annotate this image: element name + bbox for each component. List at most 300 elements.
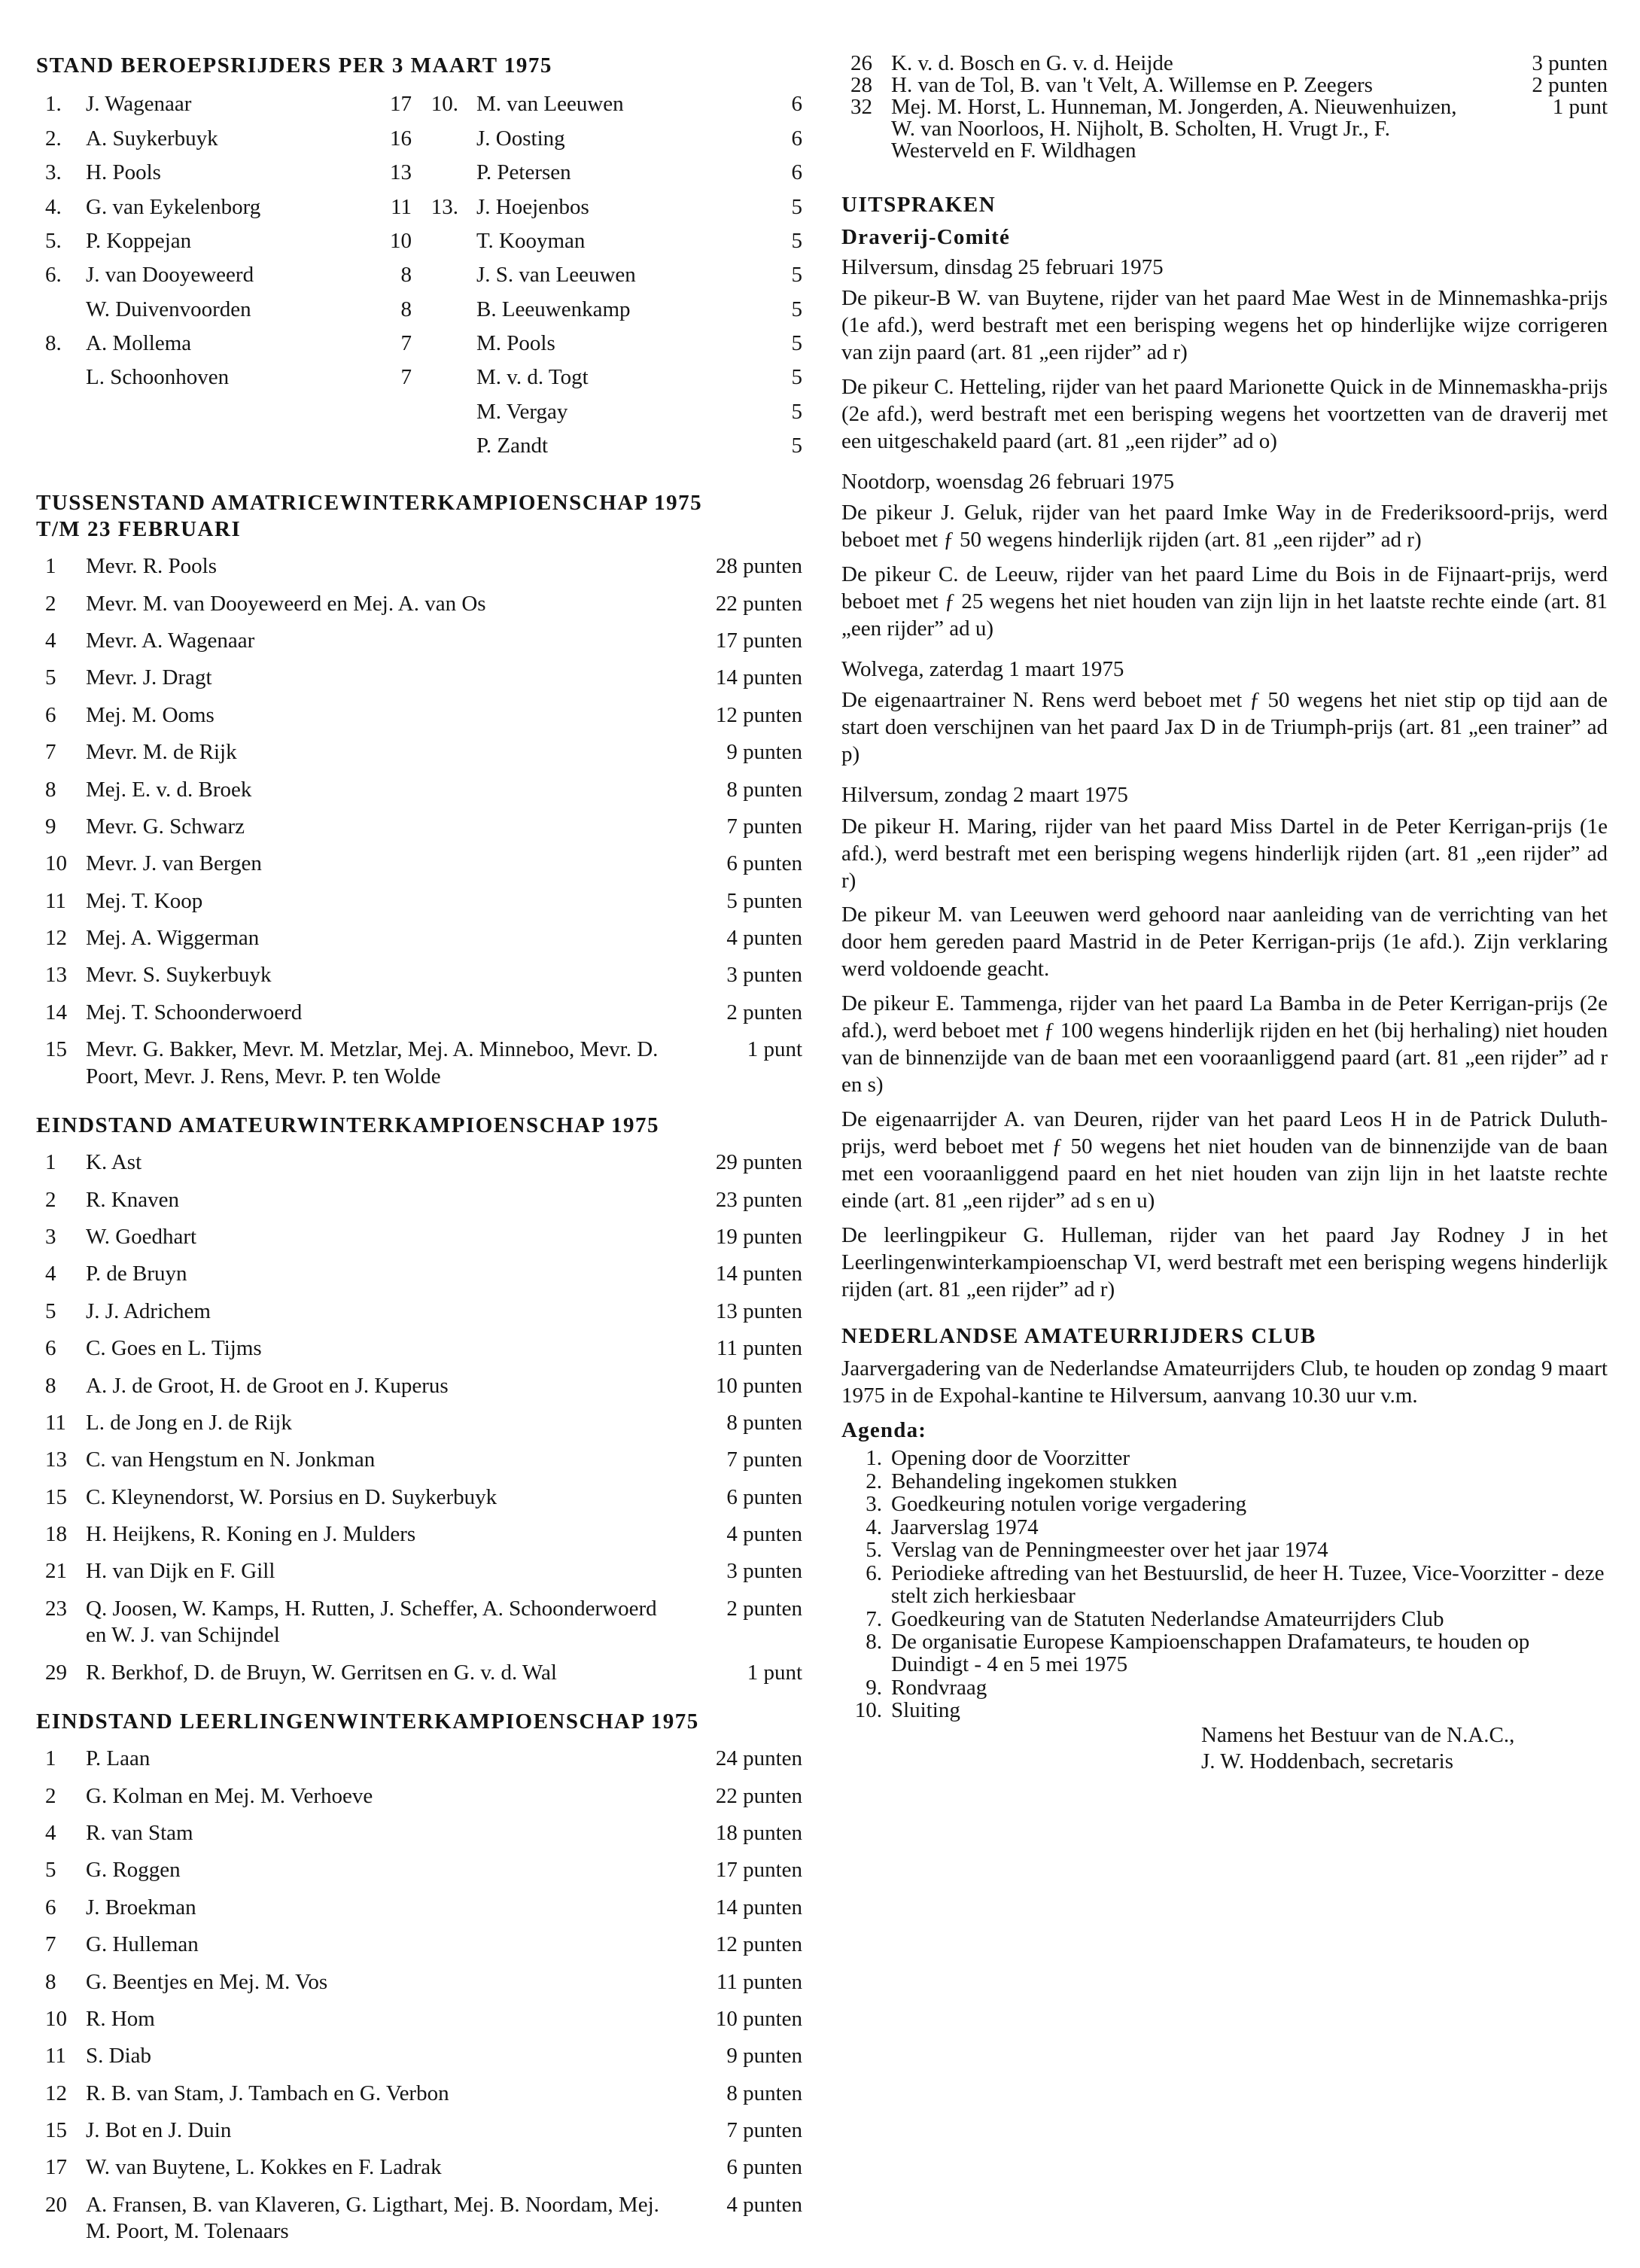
entry-points: 29 punten bbox=[715, 1150, 802, 1175]
table-row bbox=[427, 126, 802, 152]
table-row bbox=[427, 228, 802, 254]
rank-number: 4 bbox=[45, 1262, 56, 1286]
entry-points: 7 bbox=[400, 365, 412, 390]
rank-number bbox=[427, 433, 476, 459]
entry-points: 3 punten bbox=[1532, 51, 1608, 75]
agenda-item bbox=[841, 1699, 1608, 1722]
table-row bbox=[36, 2154, 802, 2181]
entry-points: 12 punten bbox=[715, 1932, 802, 1957]
table-row bbox=[841, 53, 1608, 75]
entry-name: J. Wagenaar bbox=[86, 92, 192, 117]
table-row bbox=[36, 1261, 802, 1287]
entry-name: W. van Buytene, L. Kokkes en F. Ladrak bbox=[86, 2155, 442, 2180]
entry-points: 2 punten bbox=[726, 1000, 802, 1024]
entry-name: P. Koppejan bbox=[86, 228, 192, 253]
right-column bbox=[841, 53, 1608, 1775]
entry-name: B. Leeuwenkamp bbox=[476, 297, 631, 321]
table-row bbox=[427, 364, 802, 391]
rank-number: 21 bbox=[45, 1559, 67, 1584]
signature-line: J. W. Hoddenbach, secretaris bbox=[1201, 1749, 1454, 1774]
rank-number: 1 bbox=[45, 1150, 56, 1175]
entry-points: 5 bbox=[791, 297, 802, 321]
entry-points: 23 punten bbox=[715, 1187, 802, 1212]
agenda-text: Rondvraag bbox=[891, 1675, 987, 1700]
entry-name: H. Pools bbox=[86, 160, 161, 185]
entry-name: C. Goes en L. Tijms bbox=[86, 1336, 262, 1361]
rank-number: 8 bbox=[45, 1969, 56, 1994]
entry-points: 7 punten bbox=[726, 2118, 802, 2142]
agenda-number: 10. bbox=[854, 1698, 882, 1723]
rank-number bbox=[427, 262, 476, 288]
rank-number: 15 bbox=[45, 1037, 67, 1062]
entry-points: 5 bbox=[791, 263, 802, 288]
entry-name: R. B. van Stam, J. Tambach en G. Verbon bbox=[86, 2081, 449, 2105]
entry-name: M. Vergay bbox=[476, 399, 568, 424]
table-row bbox=[427, 262, 802, 288]
rank-number: 14 bbox=[45, 1000, 67, 1024]
agenda-item bbox=[841, 1630, 1608, 1676]
entry-name: Mej. A. Wiggerman bbox=[86, 926, 260, 950]
entry-points: 19 punten bbox=[715, 1225, 802, 1249]
rank-number: 6 bbox=[45, 1895, 56, 1919]
rank-number: 5 bbox=[45, 665, 56, 690]
entry-points: 3 punten bbox=[726, 963, 802, 988]
table-row bbox=[36, 739, 802, 766]
entry-points: 6 bbox=[791, 160, 802, 185]
entry-points: 24 punten bbox=[715, 1746, 802, 1771]
entry-points: 10 punten bbox=[715, 2006, 802, 2031]
entry-points: 6 bbox=[791, 92, 802, 117]
rank-number: 4 bbox=[45, 629, 56, 653]
rank-number: 32 bbox=[850, 95, 872, 119]
entry-points: 6 punten bbox=[726, 851, 802, 876]
table-row bbox=[36, 228, 412, 254]
table-row bbox=[36, 591, 802, 617]
entry-points: 10 bbox=[390, 228, 412, 253]
rank-number: 5 bbox=[45, 1858, 56, 1883]
entry-points: 7 punten bbox=[726, 1448, 802, 1472]
ruling-paragraph: De pikeur-B W. van Buytene, rijder van het paard Mae West in de Minnemashka-prijs (1e afd.), werd bestraft met een berisping wegens het op hinderlijke wijze corrigeren van zijn paard (art. 81 „een rijder” ad r) bbox=[841, 286, 1608, 365]
agenda-item bbox=[841, 1608, 1608, 1630]
entry-name: P. Zandt bbox=[476, 434, 549, 458]
rank-number bbox=[36, 364, 86, 391]
table-row bbox=[427, 330, 802, 357]
rank-number: 6 bbox=[45, 1336, 56, 1361]
table-row bbox=[36, 665, 802, 691]
agenda-text: Behandeling ingekomen stukken bbox=[891, 1469, 1178, 1493]
entry-name: G. Kolman en Mej. M. Verhoeve bbox=[86, 1783, 373, 1808]
section-title: EINDSTAND AMATEURWINTERKAMPIOENSCHAP 1975 bbox=[36, 1113, 659, 1137]
entry-points: 7 bbox=[400, 331, 412, 355]
entry-name: J. van Dooyeweerd bbox=[86, 263, 254, 288]
table-row bbox=[36, 1932, 802, 1958]
entry-name: Mej. M. Horst, L. Hunneman, M. Jongerden, A. Nieuwenhuizen, W. van Noorloos, H. Nijholt, B. Scholten, H. Vrugt Jr., F. Westerveld en F. Wildhagen bbox=[891, 95, 1457, 163]
entry-points: 1 punt bbox=[747, 1037, 802, 1062]
rank-number: 2 bbox=[45, 1783, 56, 1808]
agenda-text: Opening door de Voorzitter bbox=[891, 1446, 1130, 1471]
rank-number: 29 bbox=[45, 1660, 67, 1685]
entry-name: M. van Leeuwen bbox=[476, 92, 624, 117]
entry-name: Mevr. G. Bakker, Mevr. M. Metzlar, Mej. A. Minneboo, Mevr. D. Poort, Mevr. J. Rens, Mevr. P. ten Wolde bbox=[86, 1037, 659, 1088]
rank-number: 5. bbox=[45, 228, 62, 253]
rank-number bbox=[427, 399, 476, 425]
stand-beroepsrijders-section bbox=[36, 53, 802, 467]
ruling-date-heading: Nootdorp, woensdag 26 februari 1975 bbox=[841, 469, 1175, 494]
table-row bbox=[36, 1037, 802, 1090]
rank-number bbox=[427, 160, 476, 186]
entry-points: 11 bbox=[391, 194, 412, 219]
rank-number: 3 bbox=[45, 1225, 56, 1249]
rank-number bbox=[427, 364, 476, 391]
entry-name: Mevr. G. Schwarz bbox=[86, 814, 245, 839]
entry-name: J. J. Adrichem bbox=[86, 1298, 211, 1323]
standings-column-1 bbox=[36, 84, 412, 467]
rank-number: 2 bbox=[45, 591, 56, 616]
entry-name: M. Pools bbox=[476, 331, 555, 355]
table-row bbox=[36, 962, 802, 988]
agenda-item bbox=[841, 1447, 1608, 1469]
section-subtitle: Draverij-Comité bbox=[841, 225, 1011, 250]
entry-name: Mevr. M. de Rijk bbox=[86, 740, 237, 765]
entry-points: 1 punt bbox=[747, 1660, 802, 1685]
entry-name: L. Schoonhoven bbox=[86, 365, 230, 390]
entry-name: R. Hom bbox=[86, 2006, 155, 2031]
table-row bbox=[36, 777, 802, 803]
rank-number: 1 bbox=[45, 1746, 56, 1771]
entry-points: 11 punten bbox=[716, 1969, 802, 1994]
agenda-item bbox=[841, 1676, 1608, 1699]
entry-name: J. Bot en J. Duin bbox=[86, 2118, 232, 2142]
rank-number: 13 bbox=[45, 1448, 67, 1472]
rank-number: 20 bbox=[45, 2192, 67, 2217]
entry-name: R. Knaven bbox=[86, 1187, 180, 1212]
rank-number bbox=[427, 297, 476, 323]
entry-points: 7 punten bbox=[726, 814, 802, 839]
entry-points: 16 bbox=[390, 126, 412, 151]
entry-name: P. Laan bbox=[86, 1746, 151, 1771]
amateur-table bbox=[36, 1149, 802, 1686]
entry-points: 13 punten bbox=[715, 1298, 802, 1323]
agenda-item bbox=[841, 1562, 1608, 1608]
entry-name: G. Beentjes en Mej. M. Vos bbox=[86, 1969, 328, 1994]
uitspraken-section bbox=[841, 192, 1608, 1304]
rank-number: 5 bbox=[45, 1298, 56, 1323]
table-row bbox=[36, 2192, 802, 2245]
entry-name: H. Heijkens, R. Koning en J. Mulders bbox=[86, 1522, 416, 1546]
agenda-number: 4. bbox=[866, 1515, 882, 1539]
rank-number: 12 bbox=[45, 2081, 67, 2105]
entry-points: 4 punten bbox=[726, 2192, 802, 2217]
agenda-number: 2. bbox=[866, 1469, 882, 1493]
left-column bbox=[36, 53, 802, 2268]
table-row bbox=[36, 262, 412, 288]
amatrice-table bbox=[36, 553, 802, 1090]
entry-name: Mevr. J. van Bergen bbox=[86, 851, 262, 876]
entry-name: Mej. M. Ooms bbox=[86, 702, 215, 727]
table-row bbox=[427, 160, 802, 186]
ruling-paragraph: De leerlingpikeur G. Hulleman, rijder van het paard Jay Rodney J in het Leerlingenwinterkampioenschap VI, werd bestraft met een berisping wegens hinderlijk rijden (art. 81 „een rijder” ad r) bbox=[841, 1222, 1608, 1301]
agenda-number: 5. bbox=[866, 1538, 882, 1563]
table-row bbox=[36, 1558, 802, 1585]
ruling-paragraph: De pikeur E. Tammenga, rijder van het paard La Bamba in de Peter Kerrigan-prijs (2e afd.), werd beboet met ƒ 100 wegens hinderlijk rijden en het (bij herhaling) niet houden van de binnenzijde van de baan met een vooraanliggend paard (art. 81 „een rijder” ad r en s) bbox=[841, 991, 1608, 1097]
table-row bbox=[36, 553, 802, 580]
nac-section bbox=[841, 1323, 1608, 1776]
rank-number: 18 bbox=[45, 1522, 67, 1546]
table-row bbox=[36, 814, 802, 840]
entry-name: Mej. E. v. d. Broek bbox=[86, 777, 252, 802]
table-row bbox=[36, 1857, 802, 1883]
rank-number: 13 bbox=[45, 963, 67, 988]
entry-name: A. Fransen, B. van Klaveren, G. Ligthart, Mej. B. Noordam, Mej. M. Poort, M. Tolenaars bbox=[86, 2192, 659, 2244]
table-row bbox=[36, 1660, 802, 1686]
entry-name: K. Ast bbox=[86, 1150, 142, 1175]
entry-name: Mej. T. Schoonderwoerd bbox=[86, 1000, 303, 1024]
signature-block bbox=[841, 1722, 1608, 1776]
rank-number: 26 bbox=[850, 51, 872, 75]
entry-name: J. Oosting bbox=[476, 126, 565, 151]
ruling-paragraph: De pikeur C. de Leeuw, rijder van het paard Lime du Bois in de Fijnaart-prijs, werd beboet met ƒ 25 wegens het niet houden van zijn lijn in het laatste rechte einde (art. 81 „een rijder” ad u) bbox=[841, 562, 1608, 641]
agenda-number: 7. bbox=[866, 1606, 882, 1631]
entry-points: 18 punten bbox=[715, 1821, 802, 1845]
section-title: TUSSENSTAND AMATRICEWINTERKAMPIOENSCHAP 1975 bbox=[36, 490, 703, 515]
rank-number: 8 bbox=[45, 1373, 56, 1398]
rank-number: 13. bbox=[431, 194, 458, 219]
entry-name: G. van Eykelenborg bbox=[86, 194, 261, 219]
entry-points: 17 bbox=[390, 92, 412, 117]
entry-name: Mevr. A. Wagenaar bbox=[86, 629, 255, 653]
rank-number: 1. bbox=[45, 92, 62, 117]
entry-name: T. Kooyman bbox=[476, 228, 586, 253]
rank-number: 8 bbox=[45, 777, 56, 802]
entry-name: C. van Hengstum en N. Jonkman bbox=[86, 1448, 376, 1472]
entry-points: 14 punten bbox=[715, 1895, 802, 1919]
agenda-item bbox=[841, 1493, 1608, 1515]
entry-points: 17 punten bbox=[715, 1858, 802, 1883]
leerling-section bbox=[36, 1709, 802, 2245]
agenda-number: 8. bbox=[866, 1629, 882, 1654]
entry-name: G. Hulleman bbox=[86, 1932, 199, 1957]
ruling-paragraph: De pikeur C. Hetteling, rijder van het paard Marionette Quick in de Minnemaskha-prijs (2e afd.), werd bestraft met een berisping wegens het voortzetten van de draverij met een uitgeschakeld paard (art. 81 „een rijder” ad o) bbox=[841, 374, 1608, 453]
entry-points: 3 punten bbox=[726, 1559, 802, 1584]
agenda-text: Sluiting bbox=[891, 1698, 960, 1723]
ruling-paragraph: De pikeur J. Geluk, rijder van het paard Imke Way in de Frederiksoord-prijs, werd beboet met ƒ 50 wegens hinderlijk rijden (art. 81 „een rijder” ad r) bbox=[841, 501, 1608, 553]
rank-number: 7 bbox=[45, 1932, 56, 1957]
entry-points: 10 punten bbox=[715, 1373, 802, 1398]
section-title: NEDERLANDSE AMATEURRIJDERS CLUB bbox=[841, 1323, 1316, 1348]
table-row bbox=[36, 851, 802, 877]
entry-points: 6 bbox=[791, 126, 802, 151]
table-row bbox=[36, 297, 412, 323]
entry-points: 8 bbox=[400, 263, 412, 288]
section-subtitle: T/M 23 FEBRUARI bbox=[36, 516, 242, 541]
table-row bbox=[36, 702, 802, 729]
entry-name: W. Duivenvoorden bbox=[86, 297, 251, 321]
amateur-section bbox=[36, 1113, 802, 1686]
rank-number: 15 bbox=[45, 1484, 67, 1509]
entry-name: J. S. van Leeuwen bbox=[476, 263, 636, 288]
rank-number: 4 bbox=[45, 1821, 56, 1845]
entry-name: R. Berkhof, D. de Bruyn, W. Gerritsen en G. v. d. Wal bbox=[86, 1660, 557, 1685]
entry-points: 5 bbox=[791, 399, 802, 424]
entry-name: Mevr. M. van Dooyeweerd en Mej. A. van Os bbox=[86, 591, 486, 616]
entry-name: Mevr. S. Suykerbuyk bbox=[86, 963, 272, 988]
table-row bbox=[36, 925, 802, 951]
rank-number: 8. bbox=[45, 331, 62, 355]
entry-name: C. Kleynendorst, W. Porsius en D. Suykerbuyk bbox=[86, 1484, 497, 1509]
table-row bbox=[36, 888, 802, 915]
standings-column-2 bbox=[412, 84, 802, 467]
entry-name: K. v. d. Bosch en G. v. d. Heijde bbox=[891, 51, 1173, 75]
table-row bbox=[36, 1149, 802, 1176]
entry-name: Q. Joosen, W. Kamps, H. Rutten, J. Scheffer, A. Schoonderwoerd en W. J. van Schijndel bbox=[86, 1596, 657, 1648]
agenda-item bbox=[841, 1516, 1608, 1539]
rank-number: 11 bbox=[45, 888, 66, 913]
table-row bbox=[36, 1895, 802, 1921]
entry-points: 6 punten bbox=[726, 1484, 802, 1509]
agenda-text: Goedkeuring van de Statuten Nederlandse Amateurrijders Club bbox=[891, 1606, 1444, 1631]
entry-name: A. Mollema bbox=[86, 331, 192, 355]
rank-number bbox=[36, 297, 86, 323]
entry-points: 12 punten bbox=[715, 702, 802, 727]
table-row bbox=[36, 628, 802, 654]
rank-number: 10. bbox=[431, 92, 458, 117]
rank-number bbox=[427, 228, 476, 254]
entry-points: 2 punten bbox=[726, 1596, 802, 1621]
entry-name: P. de Bruyn bbox=[86, 1262, 187, 1286]
ruling-paragraph: De eigenaarrijder A. van Deuren, rijder van het paard Leos H in de Patrick Duluth-prijs, werd beboet met ƒ 50 wegens het niet houden van de binnenzijde van de baan met een vooraanliggend paard en het niet houden van zijn lijn in het laatste rechte einde (art. 81 „een rijder” ad s en u) bbox=[841, 1107, 1608, 1213]
table-row bbox=[36, 2117, 802, 2144]
table-row bbox=[36, 2043, 802, 2069]
agenda-text: Verslag van de Penningmeester over het jaar 1974 bbox=[891, 1538, 1328, 1563]
table-row bbox=[427, 194, 802, 221]
agenda-number: 3. bbox=[866, 1492, 882, 1517]
entry-name: H. van de Tol, B. van 't Velt, A. Willemse en P. Zeegers bbox=[891, 73, 1373, 97]
table-row bbox=[36, 160, 412, 186]
entry-points: 8 punten bbox=[726, 2081, 802, 2105]
entry-name: P. Petersen bbox=[476, 160, 571, 185]
table-row bbox=[36, 1820, 802, 1846]
agenda-number: 1. bbox=[866, 1446, 882, 1471]
table-row bbox=[36, 1187, 802, 1213]
entry-name: A. Suykerbuyk bbox=[86, 126, 218, 151]
table-row bbox=[36, 91, 412, 117]
entry-points: 11 punten bbox=[716, 1336, 802, 1361]
agenda-item bbox=[841, 1470, 1608, 1493]
entry-points: 28 punten bbox=[715, 554, 802, 579]
entry-points: 9 punten bbox=[726, 740, 802, 765]
ruling-date-heading: Hilversum, dinsdag 25 februari 1975 bbox=[841, 254, 1164, 279]
entry-points: 4 punten bbox=[726, 1522, 802, 1546]
agenda-number: 6. bbox=[866, 1560, 882, 1585]
entry-points: 8 punten bbox=[726, 1410, 802, 1435]
rank-number: 9 bbox=[45, 814, 56, 839]
entry-name: W. Goedhart bbox=[86, 1225, 197, 1249]
entry-points: 9 punten bbox=[726, 2044, 802, 2069]
leerling-table bbox=[36, 1746, 802, 2245]
table-row bbox=[36, 1969, 802, 1996]
entry-name: S. Diab bbox=[86, 2044, 151, 2069]
entry-name: J. Broekman bbox=[86, 1895, 196, 1919]
nac-intro: Jaarvergadering van de Nederlandse Amateurrijders Club, te houden op zondag 9 maart 1975 in de Expohal-kantine te Hilversum, aanvang 10.30 uur v.m. bbox=[841, 1356, 1608, 1408]
entry-points: 14 punten bbox=[715, 1262, 802, 1286]
rank-number: 4. bbox=[45, 194, 62, 219]
entry-name: A. J. de Groot, H. de Groot en J. Kuperus bbox=[86, 1373, 449, 1398]
ruling-paragraph: De eigenaartrainer N. Rens werd beboet met ƒ 50 wegens het niet stip op tijd aan de start doen verschijnen van het paard Jax D in de Triumph-prijs (art. 81 „een trainer” ad p) bbox=[841, 688, 1608, 767]
entry-name: R. van Stam bbox=[86, 1821, 193, 1845]
table-row bbox=[36, 1521, 802, 1548]
agenda-text: Periodieke aftreding van het Bestuurslid, de heer H. Tuzee, Vice-Voorzitter - deze stelt zich herkiesbaar bbox=[891, 1560, 1605, 1609]
entry-points: 5 bbox=[791, 194, 802, 219]
table-row bbox=[427, 297, 802, 323]
table-row bbox=[36, 1335, 802, 1362]
agenda-list bbox=[841, 1447, 1608, 1722]
rank-number: 28 bbox=[850, 73, 872, 97]
rank-number: 3. bbox=[45, 160, 62, 185]
entry-name: Mej. T. Koop bbox=[86, 888, 203, 913]
table-row bbox=[36, 330, 412, 357]
entry-points: 22 punten bbox=[715, 591, 802, 616]
entry-points: 5 bbox=[791, 365, 802, 390]
table-row bbox=[427, 399, 802, 425]
rank-number bbox=[427, 126, 476, 152]
signature-line: Namens het Bestuur van de N.A.C., bbox=[1201, 1722, 1515, 1747]
ruling-paragraph: De pikeur M. van Leeuwen werd gehoord naar aanleiding van de verrichting van het door hem gereden paard Mastrid in de Peter Kerrigan-prijs (1e afd.). Zijn verklaring werd voldoende geacht. bbox=[841, 903, 1608, 982]
rank-number: 10 bbox=[45, 851, 67, 876]
agenda-text: Jaarverslag 1974 bbox=[891, 1515, 1039, 1539]
agenda-text: De organisatie Europese Kampioenschappen Drafamateurs, te houden op Duindigt - 4 en 5 mei 1975 bbox=[891, 1629, 1530, 1677]
entry-points: 17 punten bbox=[715, 629, 802, 653]
entry-name: L. de Jong en J. de Rijk bbox=[86, 1410, 292, 1435]
table-row bbox=[36, 1484, 802, 1511]
entry-name: G. Roggen bbox=[86, 1858, 181, 1883]
entry-points: 8 punten bbox=[726, 777, 802, 802]
entry-points: 1 punt bbox=[1552, 95, 1608, 119]
table-row bbox=[36, 2006, 802, 2032]
table-row bbox=[36, 1000, 802, 1026]
section-title: UITSPRAKEN bbox=[841, 193, 996, 217]
rank-number bbox=[427, 330, 476, 357]
table-row bbox=[36, 1746, 802, 1772]
entry-points: 2 punten bbox=[1532, 73, 1608, 97]
entry-name: H. van Dijk en F. Gill bbox=[86, 1559, 275, 1584]
entry-points: 4 punten bbox=[726, 926, 802, 950]
rank-number: 15 bbox=[45, 2118, 67, 2142]
agenda-item bbox=[841, 1539, 1608, 1561]
ruling-paragraph: De pikeur H. Maring, rijder van het paard Miss Dartel in de Peter Kerrigan-prijs (1e afd.), werd bestraft met een berisping wegens hinderlijk rijden (art. 81 „een rijder” ad r) bbox=[841, 814, 1608, 893]
agenda-label: Agenda: bbox=[841, 1418, 927, 1443]
ruling-date-heading: Wolvega, zaterdag 1 maart 1975 bbox=[841, 656, 1124, 681]
table-row bbox=[36, 1596, 802, 1649]
table-row bbox=[36, 1447, 802, 1473]
entry-points: 5 punten bbox=[726, 888, 802, 913]
table-row bbox=[36, 1298, 802, 1325]
rank-number: 11 bbox=[45, 1410, 66, 1435]
table-row bbox=[36, 1410, 802, 1436]
amatrice-section bbox=[36, 490, 802, 1090]
rank-number: 17 bbox=[45, 2155, 67, 2180]
entry-name: M. v. d. Togt bbox=[476, 365, 589, 390]
rank-number: 2. bbox=[45, 126, 62, 151]
entry-points: 8 bbox=[400, 297, 412, 321]
table-row bbox=[427, 433, 802, 459]
table-row bbox=[36, 1783, 802, 1810]
entry-name: Mevr. R. Pools bbox=[86, 554, 218, 579]
entry-points: 5 bbox=[791, 434, 802, 458]
rank-number: 1 bbox=[45, 554, 56, 579]
section-title: STAND BEROEPSRIJDERS PER 3 MAART 1975 bbox=[36, 53, 552, 78]
entry-points: 22 punten bbox=[715, 1783, 802, 1808]
table-row bbox=[36, 364, 412, 391]
